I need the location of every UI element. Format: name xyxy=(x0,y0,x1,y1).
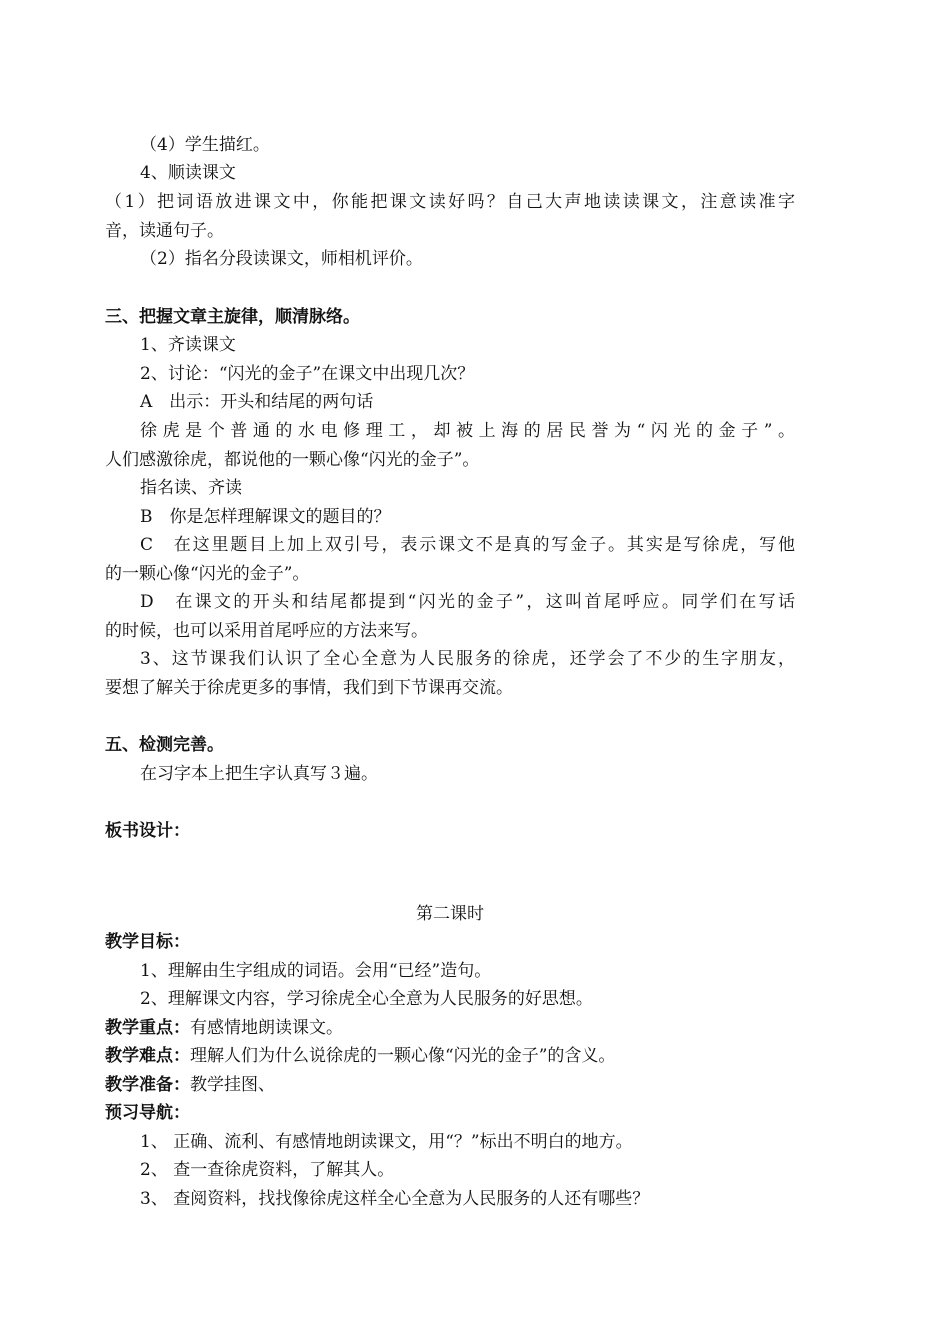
step-4-item-1-line-2: 音，读通句子。 xyxy=(105,221,224,241)
preparation-text: 教学挂图、 xyxy=(190,1075,275,1095)
step-4-trace: （4）学生描红。 xyxy=(140,135,270,155)
section-3-item-3-line-2: 要想了解关于徐虎更多的事情，我们到下节课再交流。 xyxy=(105,678,513,698)
preview-label: 预习导航： xyxy=(105,1103,190,1123)
goals-label: 教学目标： xyxy=(105,932,190,952)
quote-line-1: 徐虎是个普通的水电修理工，却被上海的居民誉为“闪光的金子”。 xyxy=(140,421,795,441)
preview-item-1: 1、 正确、流利、有感情地朗读课文，用“？”标出不明白的地方。 xyxy=(140,1132,633,1152)
difficulty-text: 理解人们为什么说徐虎的一颗心像“闪光的金子”的含义。 xyxy=(190,1046,616,1066)
section-3-item-3-line-1: 3、这节课我们认识了全心全意为人民服务的徐虎，还学会了不少的生字朋友， xyxy=(140,649,795,669)
quote-line-2: 人们感激徐虎，都说他的一颗心像“闪光的金子”。 xyxy=(105,450,480,470)
board-design-heading: 板书设计： xyxy=(105,821,190,841)
difficulty-label: 教学难点： xyxy=(105,1046,190,1066)
preparation-line xyxy=(105,1074,275,1096)
section-3-item-d-line-1: D 在课文的开头和结尾都提到“闪光的金子”，这叫首尾呼应。同学们在写话 xyxy=(140,592,795,612)
read-aloud: 指名读、齐读 xyxy=(140,478,242,498)
section-3-item-b: B 你是怎样理解课文的题目的？ xyxy=(140,507,391,527)
key-point-line xyxy=(105,1017,343,1039)
key-point-label: 教学重点： xyxy=(105,1018,190,1038)
goal-1: 1、理解由生字组成的词语。会用“已经”造句。 xyxy=(140,961,492,981)
lesson-2-title: 第二课时 xyxy=(416,904,484,924)
goal-2: 2、理解课文内容，学习徐虎全心全意为人民服务的好思想。 xyxy=(140,989,593,1009)
section-5-item: 在习字本上把生字认真写３遍。 xyxy=(140,764,378,784)
difficulty-line xyxy=(105,1045,615,1067)
section-3-item-c-line-1: C 在这里题目上加上双引号，表示课文不是真的写金子。其实是写徐虎，写他 xyxy=(140,535,795,555)
preview-item-3: 3、 查阅资料，找找像徐虎这样全心全意为人民服务的人还有哪些？ xyxy=(140,1189,650,1209)
section-3-item-d-line-2: 的时候，也可以采用首尾呼应的方法来写。 xyxy=(105,621,428,641)
section-3-item-c-line-2: 的一颗心像“闪光的金子”。 xyxy=(105,564,310,584)
preview-item-2: 2、 查一查徐虎资料，了解其人。 xyxy=(140,1160,395,1180)
key-point-text: 有感情地朗读课文。 xyxy=(190,1018,343,1038)
section-3-item-a: A 出示：开头和结尾的两句话 xyxy=(140,392,374,412)
section-3-item-1: 1、齐读课文 xyxy=(140,335,236,355)
preparation-label: 教学准备： xyxy=(105,1075,190,1095)
step-4-item-1-line-1: （1）把词语放进课文中，你能把课文读好吗？自己大声地读读课文，注意读准字 xyxy=(105,192,795,212)
section-5-heading: 五、检测完善。 xyxy=(105,735,224,755)
step-4-heading: 4、顺读课文 xyxy=(140,163,236,183)
section-3-item-2: 2、讨论：“闪光的金子”在课文中出现几次？ xyxy=(140,364,475,384)
step-4-item-2: （2）指名分段读课文，师相机评价。 xyxy=(140,249,423,269)
section-3-heading: 三、把握文章主旋律，顺清脉络。 xyxy=(105,307,360,327)
